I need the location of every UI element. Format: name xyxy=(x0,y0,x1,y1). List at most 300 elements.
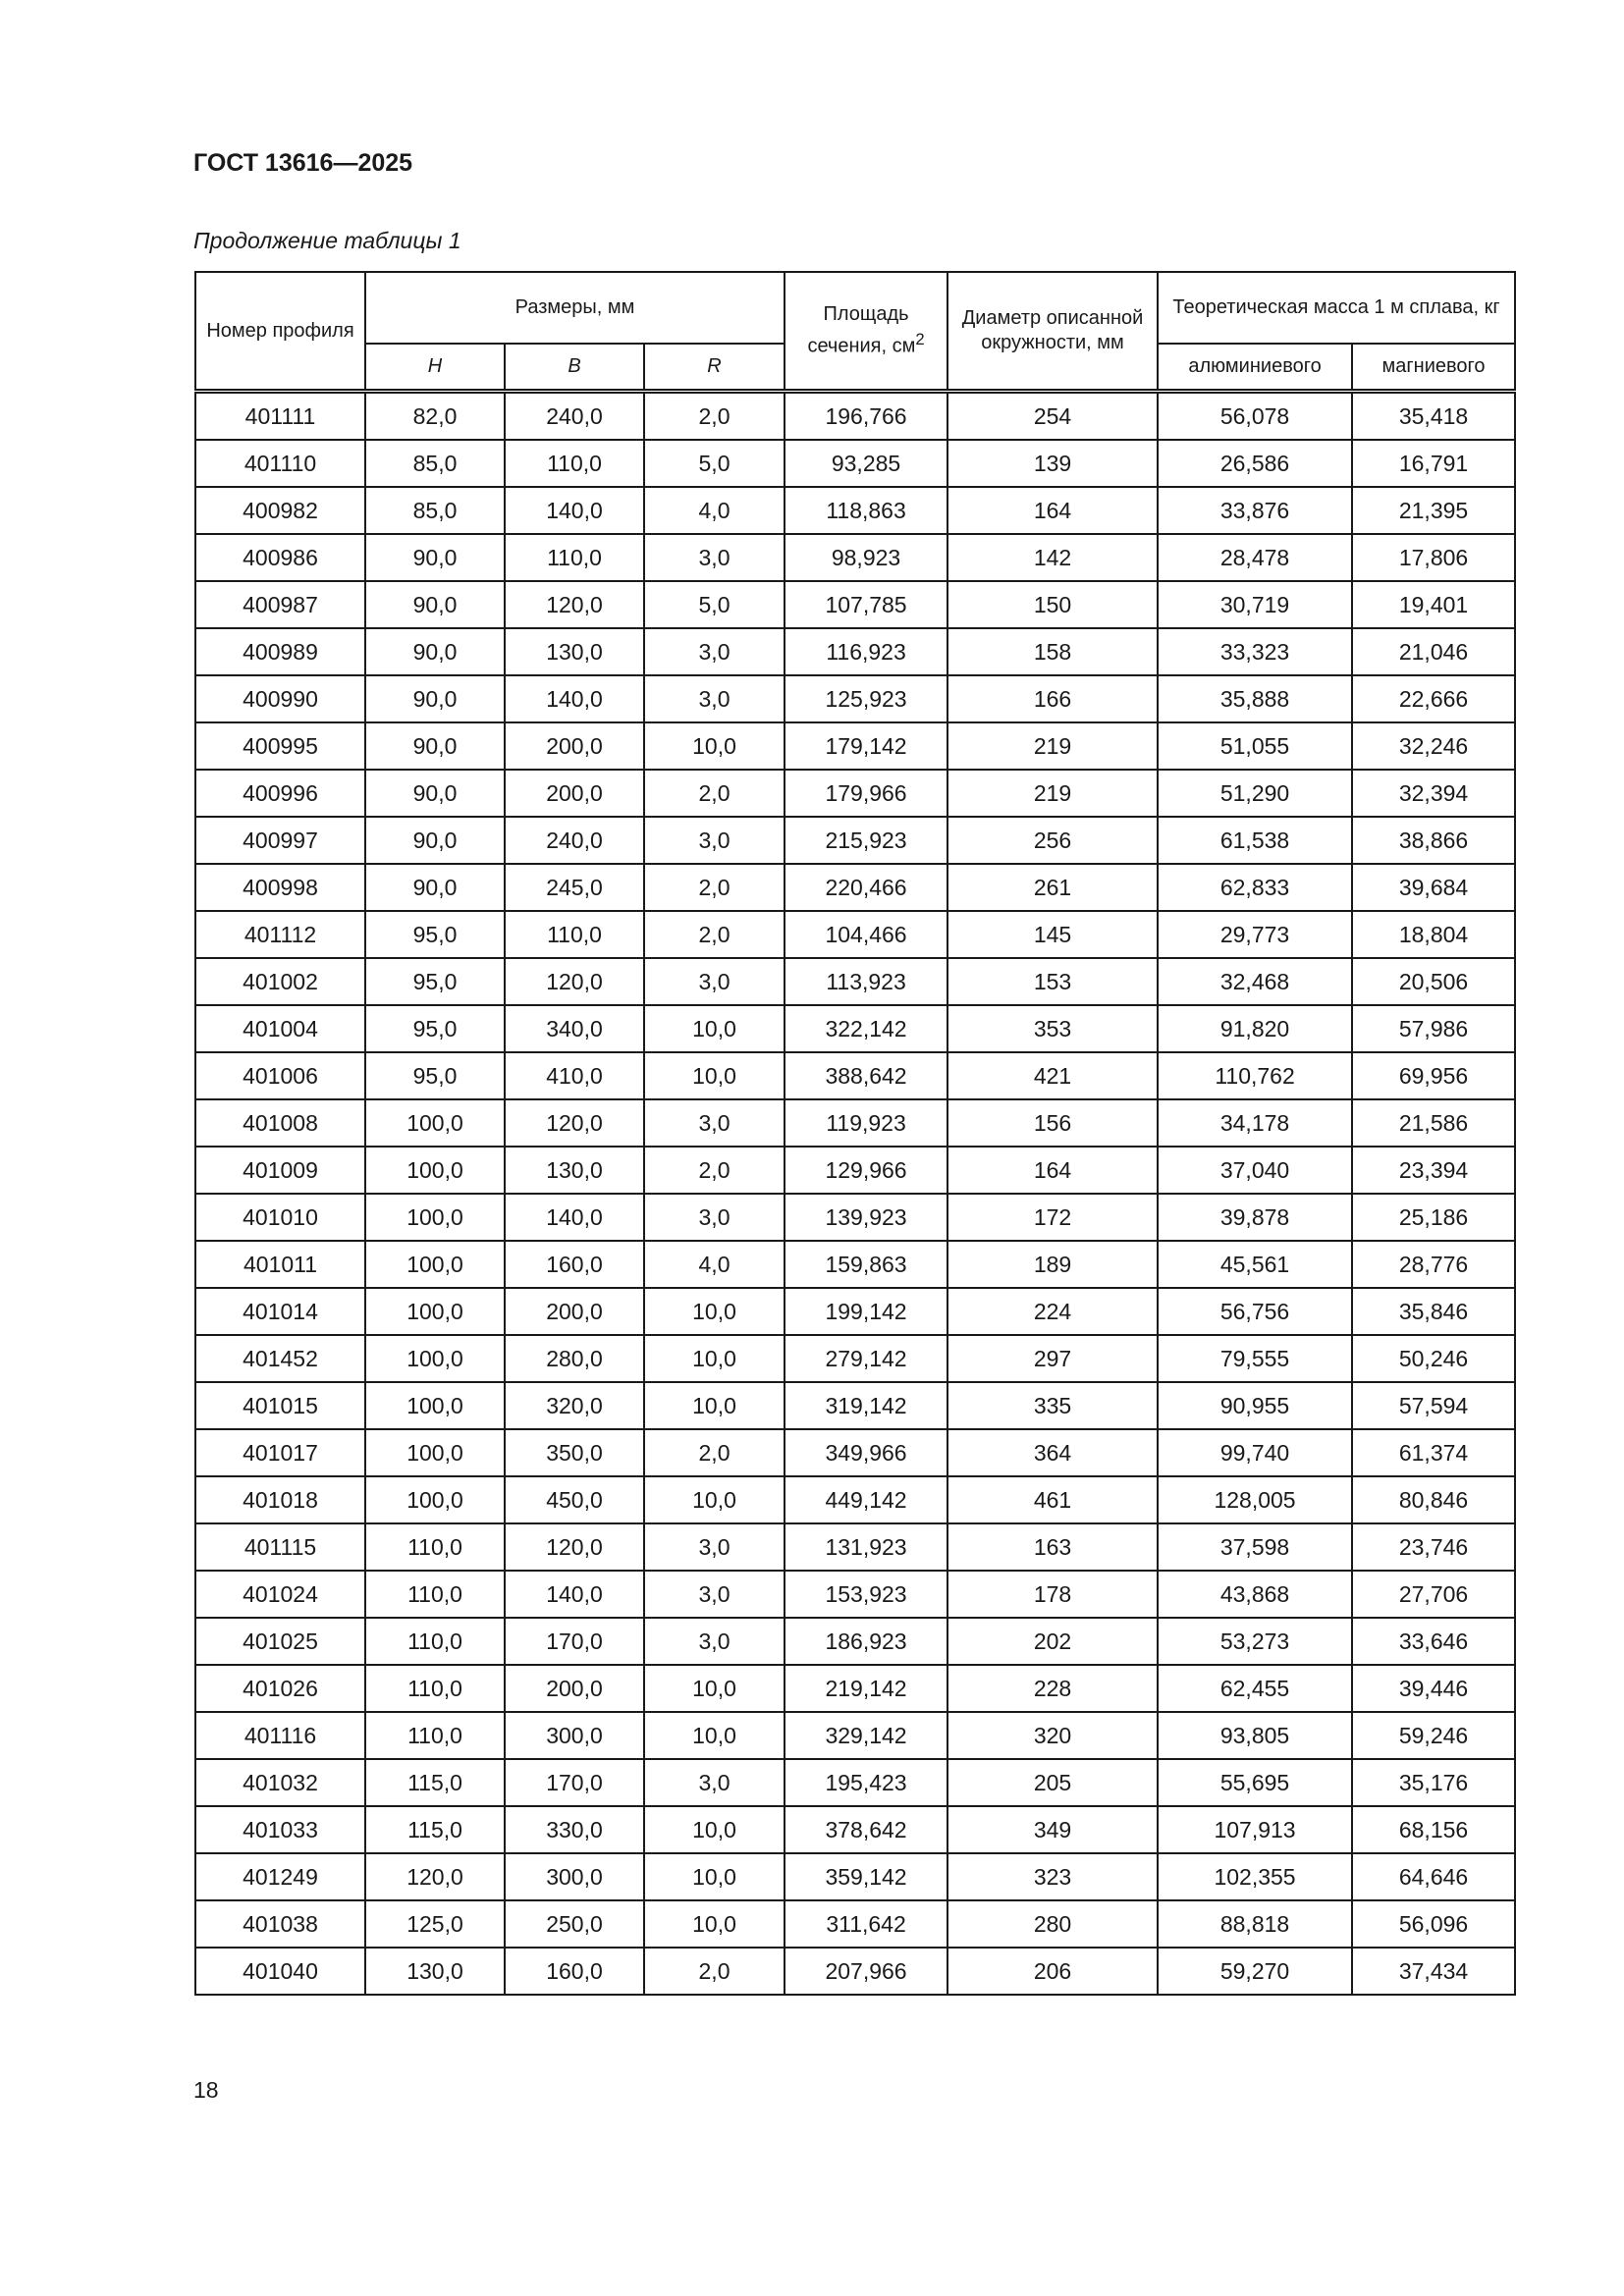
cell-diameter: 189 xyxy=(947,1241,1158,1288)
cell-mass-aluminum: 37,040 xyxy=(1158,1147,1352,1194)
cell-diameter: 145 xyxy=(947,911,1158,958)
cell-mass-magnesium: 39,446 xyxy=(1352,1665,1515,1712)
table-row xyxy=(195,1382,1515,1429)
cell-profile-number: 401014 xyxy=(195,1288,365,1335)
table-row xyxy=(195,817,1515,864)
cell-diameter: 349 xyxy=(947,1806,1158,1853)
cell-profile-number: 401116 xyxy=(195,1712,365,1759)
cell-profile-number: 401015 xyxy=(195,1382,365,1429)
cell-h: 90,0 xyxy=(365,534,505,581)
cell-h: 130,0 xyxy=(365,1948,505,1995)
cell-area: 139,923 xyxy=(785,1194,947,1241)
cell-mass-aluminum: 56,756 xyxy=(1158,1288,1352,1335)
cell-mass-magnesium: 64,646 xyxy=(1352,1853,1515,1900)
cell-r: 3,0 xyxy=(644,1099,785,1147)
cell-diameter: 156 xyxy=(947,1099,1158,1147)
cell-b: 245,0 xyxy=(505,864,644,911)
cell-b: 140,0 xyxy=(505,1194,644,1241)
cell-area: 220,466 xyxy=(785,864,947,911)
cell-b: 170,0 xyxy=(505,1618,644,1665)
cell-mass-aluminum: 88,818 xyxy=(1158,1900,1352,1948)
table-row xyxy=(195,1429,1515,1476)
table-row xyxy=(195,1759,1515,1806)
cell-diameter: 219 xyxy=(947,770,1158,817)
cell-b: 200,0 xyxy=(505,1288,644,1335)
cell-diameter: 202 xyxy=(947,1618,1158,1665)
cell-r: 4,0 xyxy=(644,487,785,534)
table-row xyxy=(195,1241,1515,1288)
cell-mass-magnesium: 32,246 xyxy=(1352,722,1515,770)
cell-diameter: 320 xyxy=(947,1712,1158,1759)
cell-diameter: 256 xyxy=(947,817,1158,864)
cell-diameter: 205 xyxy=(947,1759,1158,1806)
cell-mass-aluminum: 43,868 xyxy=(1158,1571,1352,1618)
cell-b: 120,0 xyxy=(505,1099,644,1147)
cell-mass-magnesium: 35,176 xyxy=(1352,1759,1515,1806)
cell-area: 219,142 xyxy=(785,1665,947,1712)
cell-profile-number: 400995 xyxy=(195,722,365,770)
table-row xyxy=(195,1099,1515,1147)
header-profile-number: Номер профиля xyxy=(195,272,365,392)
cell-b: 250,0 xyxy=(505,1900,644,1948)
header-r: R xyxy=(644,344,785,392)
cell-b: 120,0 xyxy=(505,1523,644,1571)
cell-r: 10,0 xyxy=(644,1900,785,1948)
cell-mass-aluminum: 110,762 xyxy=(1158,1052,1352,1099)
cell-diameter: 364 xyxy=(947,1429,1158,1476)
cell-h: 120,0 xyxy=(365,1853,505,1900)
cell-area: 159,863 xyxy=(785,1241,947,1288)
cell-b: 140,0 xyxy=(505,675,644,722)
cell-diameter: 280 xyxy=(947,1900,1158,1948)
cell-mass-aluminum: 26,586 xyxy=(1158,440,1352,487)
cell-mass-aluminum: 59,270 xyxy=(1158,1948,1352,1995)
cell-area: 113,923 xyxy=(785,958,947,1005)
cell-diameter: 323 xyxy=(947,1853,1158,1900)
cell-mass-aluminum: 61,538 xyxy=(1158,817,1352,864)
cell-profile-number: 401018 xyxy=(195,1476,365,1523)
cell-mass-magnesium: 57,986 xyxy=(1352,1005,1515,1052)
cell-mass-magnesium: 22,666 xyxy=(1352,675,1515,722)
header-area-superscript: 2 xyxy=(915,330,925,349)
table-row xyxy=(195,534,1515,581)
cell-r: 3,0 xyxy=(644,958,785,1005)
cell-mass-aluminum: 35,888 xyxy=(1158,675,1352,722)
cell-mass-aluminum: 107,913 xyxy=(1158,1806,1352,1853)
cell-r: 10,0 xyxy=(644,1476,785,1523)
cell-profile-number: 401032 xyxy=(195,1759,365,1806)
cell-h: 100,0 xyxy=(365,1429,505,1476)
cell-area: 98,923 xyxy=(785,534,947,581)
cell-mass-magnesium: 35,418 xyxy=(1352,392,1515,441)
cell-area: 359,142 xyxy=(785,1853,947,1900)
cell-diameter: 228 xyxy=(947,1665,1158,1712)
cell-mass-magnesium: 38,866 xyxy=(1352,817,1515,864)
table-row xyxy=(195,1571,1515,1618)
cell-area: 119,923 xyxy=(785,1099,947,1147)
cell-mass-aluminum: 56,078 xyxy=(1158,392,1352,441)
table-row xyxy=(195,911,1515,958)
cell-area: 199,142 xyxy=(785,1288,947,1335)
cell-diameter: 163 xyxy=(947,1523,1158,1571)
table-row xyxy=(195,770,1515,817)
cell-r: 10,0 xyxy=(644,1665,785,1712)
table-row xyxy=(195,1523,1515,1571)
header-magnesium: магниевого xyxy=(1352,344,1515,392)
cell-mass-aluminum: 34,178 xyxy=(1158,1099,1352,1147)
cell-profile-number: 401010 xyxy=(195,1194,365,1241)
table-row xyxy=(195,1665,1515,1712)
cell-mass-magnesium: 20,506 xyxy=(1352,958,1515,1005)
cell-area: 107,785 xyxy=(785,581,947,628)
cell-h: 100,0 xyxy=(365,1335,505,1382)
cell-mass-magnesium: 17,806 xyxy=(1352,534,1515,581)
cell-r: 10,0 xyxy=(644,1335,785,1382)
cell-r: 2,0 xyxy=(644,1429,785,1476)
cell-mass-magnesium: 69,956 xyxy=(1352,1052,1515,1099)
cell-mass-aluminum: 33,323 xyxy=(1158,628,1352,675)
cell-area: 153,923 xyxy=(785,1571,947,1618)
table-row xyxy=(195,1335,1515,1382)
cell-b: 110,0 xyxy=(505,534,644,581)
cell-h: 82,0 xyxy=(365,392,505,441)
cell-mass-aluminum: 128,005 xyxy=(1158,1476,1352,1523)
cell-diameter: 206 xyxy=(947,1948,1158,1995)
cell-area: 322,142 xyxy=(785,1005,947,1052)
table-row xyxy=(195,1900,1515,1948)
cell-area: 116,923 xyxy=(785,628,947,675)
cell-b: 300,0 xyxy=(505,1712,644,1759)
cell-mass-aluminum: 28,478 xyxy=(1158,534,1352,581)
cell-area: 378,642 xyxy=(785,1806,947,1853)
cell-b: 320,0 xyxy=(505,1382,644,1429)
cell-b: 350,0 xyxy=(505,1429,644,1476)
cell-profile-number: 401006 xyxy=(195,1052,365,1099)
cell-diameter: 158 xyxy=(947,628,1158,675)
cell-r: 3,0 xyxy=(644,1571,785,1618)
cell-h: 125,0 xyxy=(365,1900,505,1948)
table-row xyxy=(195,1853,1515,1900)
cell-mass-magnesium: 23,394 xyxy=(1352,1147,1515,1194)
cell-b: 450,0 xyxy=(505,1476,644,1523)
cell-profile-number: 400997 xyxy=(195,817,365,864)
cell-r: 2,0 xyxy=(644,1147,785,1194)
cell-diameter: 142 xyxy=(947,534,1158,581)
cell-h: 90,0 xyxy=(365,864,505,911)
cell-h: 90,0 xyxy=(365,722,505,770)
cell-h: 95,0 xyxy=(365,1005,505,1052)
cell-mass-magnesium: 27,706 xyxy=(1352,1571,1515,1618)
cell-profile-number: 400990 xyxy=(195,675,365,722)
table-row xyxy=(195,1712,1515,1759)
cell-diameter: 164 xyxy=(947,1147,1158,1194)
cell-b: 120,0 xyxy=(505,581,644,628)
table-row xyxy=(195,1288,1515,1335)
cell-mass-magnesium: 25,186 xyxy=(1352,1194,1515,1241)
cell-profile-number: 401115 xyxy=(195,1523,365,1571)
cell-area: 349,966 xyxy=(785,1429,947,1476)
cell-profile-number: 401111 xyxy=(195,392,365,441)
cell-diameter: 164 xyxy=(947,487,1158,534)
cell-r: 10,0 xyxy=(644,1382,785,1429)
header-theoretical-mass: Теоретическая масса 1 м сплава, кг xyxy=(1158,272,1515,344)
cell-diameter: 261 xyxy=(947,864,1158,911)
cell-b: 160,0 xyxy=(505,1241,644,1288)
cell-mass-magnesium: 33,646 xyxy=(1352,1618,1515,1665)
table-caption: Продолжение таблицы 1 xyxy=(193,228,461,253)
cell-mass-aluminum: 29,773 xyxy=(1158,911,1352,958)
cell-h: 100,0 xyxy=(365,1147,505,1194)
cell-area: 118,863 xyxy=(785,487,947,534)
cell-mass-aluminum: 32,468 xyxy=(1158,958,1352,1005)
cell-profile-number: 401009 xyxy=(195,1147,365,1194)
cell-profile-number: 401011 xyxy=(195,1241,365,1288)
cell-mass-aluminum: 51,055 xyxy=(1158,722,1352,770)
cell-mass-magnesium: 37,434 xyxy=(1352,1948,1515,1995)
cell-r: 2,0 xyxy=(644,911,785,958)
cell-b: 110,0 xyxy=(505,911,644,958)
cell-h: 90,0 xyxy=(365,628,505,675)
table-row xyxy=(195,675,1515,722)
cell-area: 186,923 xyxy=(785,1618,947,1665)
cell-mass-magnesium: 39,684 xyxy=(1352,864,1515,911)
cell-mass-aluminum: 30,719 xyxy=(1158,581,1352,628)
cell-mass-aluminum: 93,805 xyxy=(1158,1712,1352,1759)
cell-profile-number: 401452 xyxy=(195,1335,365,1382)
cell-area: 215,923 xyxy=(785,817,947,864)
cell-mass-aluminum: 55,695 xyxy=(1158,1759,1352,1806)
cell-h: 115,0 xyxy=(365,1806,505,1853)
cell-r: 2,0 xyxy=(644,864,785,911)
cell-diameter: 224 xyxy=(947,1288,1158,1335)
page-number: 18 xyxy=(193,2077,219,2103)
cell-b: 240,0 xyxy=(505,817,644,864)
cell-h: 90,0 xyxy=(365,675,505,722)
cell-b: 120,0 xyxy=(505,958,644,1005)
cell-h: 90,0 xyxy=(365,817,505,864)
cell-diameter: 297 xyxy=(947,1335,1158,1382)
cell-profile-number: 401038 xyxy=(195,1900,365,1948)
cell-mass-magnesium: 16,791 xyxy=(1352,440,1515,487)
cell-mass-aluminum: 37,598 xyxy=(1158,1523,1352,1571)
cell-diameter: 153 xyxy=(947,958,1158,1005)
cell-profile-number: 401017 xyxy=(195,1429,365,1476)
cell-mass-magnesium: 21,395 xyxy=(1352,487,1515,534)
cell-mass-aluminum: 90,955 xyxy=(1158,1382,1352,1429)
cell-h: 110,0 xyxy=(365,1665,505,1712)
cell-area: 131,923 xyxy=(785,1523,947,1571)
table-row xyxy=(195,1948,1515,1995)
cell-mass-magnesium: 57,594 xyxy=(1352,1382,1515,1429)
header-b: B xyxy=(505,344,644,392)
cell-mass-magnesium: 56,096 xyxy=(1352,1900,1515,1948)
cell-diameter: 421 xyxy=(947,1052,1158,1099)
cell-r: 10,0 xyxy=(644,1712,785,1759)
cell-h: 95,0 xyxy=(365,911,505,958)
cell-mass-magnesium: 50,246 xyxy=(1352,1335,1515,1382)
cell-r: 3,0 xyxy=(644,817,785,864)
table-row xyxy=(195,958,1515,1005)
cell-profile-number: 401110 xyxy=(195,440,365,487)
cell-h: 110,0 xyxy=(365,1571,505,1618)
cell-r: 2,0 xyxy=(644,770,785,817)
cell-r: 2,0 xyxy=(644,392,785,441)
cell-mass-aluminum: 79,555 xyxy=(1158,1335,1352,1382)
cell-mass-aluminum: 53,273 xyxy=(1158,1618,1352,1665)
cell-h: 100,0 xyxy=(365,1099,505,1147)
header-aluminum: алюминиевого xyxy=(1158,344,1352,392)
cell-b: 110,0 xyxy=(505,440,644,487)
cell-mass-aluminum: 91,820 xyxy=(1158,1005,1352,1052)
cell-b: 140,0 xyxy=(505,487,644,534)
cell-area: 329,142 xyxy=(785,1712,947,1759)
cell-area: 196,766 xyxy=(785,392,947,441)
table-row xyxy=(195,1194,1515,1241)
table-row xyxy=(195,1476,1515,1523)
cell-mass-magnesium: 28,776 xyxy=(1352,1241,1515,1288)
cell-profile-number: 401040 xyxy=(195,1948,365,1995)
cell-h: 95,0 xyxy=(365,1052,505,1099)
cell-b: 160,0 xyxy=(505,1948,644,1995)
cell-h: 110,0 xyxy=(365,1618,505,1665)
cell-profile-number: 401026 xyxy=(195,1665,365,1712)
cell-profile-number: 401004 xyxy=(195,1005,365,1052)
cell-mass-aluminum: 62,455 xyxy=(1158,1665,1352,1712)
document-code: ГОСТ 13616—2025 xyxy=(193,149,413,177)
cell-r: 10,0 xyxy=(644,722,785,770)
table-row xyxy=(195,392,1515,441)
table-row xyxy=(195,1005,1515,1052)
header-diameter: Диаметр описанной окружности, мм xyxy=(947,272,1158,392)
cell-mass-aluminum: 99,740 xyxy=(1158,1429,1352,1476)
cell-area: 104,466 xyxy=(785,911,947,958)
cell-h: 100,0 xyxy=(365,1476,505,1523)
cell-profile-number: 400982 xyxy=(195,487,365,534)
cell-diameter: 139 xyxy=(947,440,1158,487)
cell-area: 207,966 xyxy=(785,1948,947,1995)
cell-r: 3,0 xyxy=(644,1194,785,1241)
cell-r: 3,0 xyxy=(644,1618,785,1665)
cell-profile-number: 401249 xyxy=(195,1853,365,1900)
cell-profile-number: 401112 xyxy=(195,911,365,958)
cell-h: 100,0 xyxy=(365,1288,505,1335)
header-area-text: Площадь сечения, см xyxy=(807,303,916,357)
cell-diameter: 461 xyxy=(947,1476,1158,1523)
table-row xyxy=(195,722,1515,770)
cell-area: 125,923 xyxy=(785,675,947,722)
cell-h: 100,0 xyxy=(365,1382,505,1429)
cell-mass-magnesium: 23,746 xyxy=(1352,1523,1515,1571)
cell-mass-aluminum: 45,561 xyxy=(1158,1241,1352,1288)
cell-profile-number: 401008 xyxy=(195,1099,365,1147)
cell-h: 90,0 xyxy=(365,770,505,817)
cell-mass-magnesium: 80,846 xyxy=(1352,1476,1515,1523)
table-row xyxy=(195,1806,1515,1853)
cell-r: 4,0 xyxy=(644,1241,785,1288)
cell-b: 200,0 xyxy=(505,1665,644,1712)
cell-mass-aluminum: 33,876 xyxy=(1158,487,1352,534)
cell-area: 195,423 xyxy=(785,1759,947,1806)
cell-h: 110,0 xyxy=(365,1523,505,1571)
cell-h: 100,0 xyxy=(365,1194,505,1241)
cell-mass-magnesium: 21,586 xyxy=(1352,1099,1515,1147)
cell-r: 3,0 xyxy=(644,534,785,581)
cell-h: 90,0 xyxy=(365,581,505,628)
header-h: H xyxy=(365,344,505,392)
cell-b: 340,0 xyxy=(505,1005,644,1052)
cell-r: 3,0 xyxy=(644,628,785,675)
cell-r: 10,0 xyxy=(644,1005,785,1052)
header-area xyxy=(785,272,947,392)
cell-profile-number: 401002 xyxy=(195,958,365,1005)
cell-r: 10,0 xyxy=(644,1052,785,1099)
cell-h: 85,0 xyxy=(365,440,505,487)
cell-mass-aluminum: 51,290 xyxy=(1158,770,1352,817)
cell-mass-magnesium: 21,046 xyxy=(1352,628,1515,675)
cell-profile-number: 400989 xyxy=(195,628,365,675)
cell-h: 85,0 xyxy=(365,487,505,534)
cell-profile-number: 401025 xyxy=(195,1618,365,1665)
cell-b: 200,0 xyxy=(505,722,644,770)
cell-mass-magnesium: 61,374 xyxy=(1352,1429,1515,1476)
cell-area: 449,142 xyxy=(785,1476,947,1523)
cell-mass-magnesium: 59,246 xyxy=(1352,1712,1515,1759)
cell-h: 110,0 xyxy=(365,1712,505,1759)
cell-diameter: 172 xyxy=(947,1194,1158,1241)
cell-profile-number: 400986 xyxy=(195,534,365,581)
cell-r: 3,0 xyxy=(644,1523,785,1571)
cell-r: 3,0 xyxy=(644,1759,785,1806)
cell-mass-magnesium: 32,394 xyxy=(1352,770,1515,817)
table-row xyxy=(195,487,1515,534)
cell-area: 129,966 xyxy=(785,1147,947,1194)
cell-profile-number: 401024 xyxy=(195,1571,365,1618)
cell-b: 130,0 xyxy=(505,1147,644,1194)
cell-b: 300,0 xyxy=(505,1853,644,1900)
cell-h: 115,0 xyxy=(365,1759,505,1806)
table-row xyxy=(195,581,1515,628)
cell-b: 170,0 xyxy=(505,1759,644,1806)
cell-profile-number: 401033 xyxy=(195,1806,365,1853)
cell-diameter: 166 xyxy=(947,675,1158,722)
cell-r: 2,0 xyxy=(644,1948,785,1995)
cell-r: 5,0 xyxy=(644,581,785,628)
cell-b: 240,0 xyxy=(505,392,644,441)
cell-mass-magnesium: 35,846 xyxy=(1352,1288,1515,1335)
cell-mass-magnesium: 18,804 xyxy=(1352,911,1515,958)
cell-b: 410,0 xyxy=(505,1052,644,1099)
cell-area: 279,142 xyxy=(785,1335,947,1382)
cell-b: 330,0 xyxy=(505,1806,644,1853)
cell-diameter: 353 xyxy=(947,1005,1158,1052)
cell-diameter: 254 xyxy=(947,392,1158,441)
cell-b: 280,0 xyxy=(505,1335,644,1382)
table-body xyxy=(195,392,1515,1996)
cell-r: 3,0 xyxy=(644,675,785,722)
cell-mass-magnesium: 19,401 xyxy=(1352,581,1515,628)
cell-mass-magnesium: 68,156 xyxy=(1352,1806,1515,1853)
cell-r: 10,0 xyxy=(644,1853,785,1900)
profiles-table xyxy=(194,271,1516,1996)
cell-area: 93,285 xyxy=(785,440,947,487)
cell-diameter: 150 xyxy=(947,581,1158,628)
table-row xyxy=(195,440,1515,487)
cell-diameter: 335 xyxy=(947,1382,1158,1429)
cell-area: 179,966 xyxy=(785,770,947,817)
table-row xyxy=(195,628,1515,675)
cell-b: 200,0 xyxy=(505,770,644,817)
cell-mass-aluminum: 39,878 xyxy=(1158,1194,1352,1241)
